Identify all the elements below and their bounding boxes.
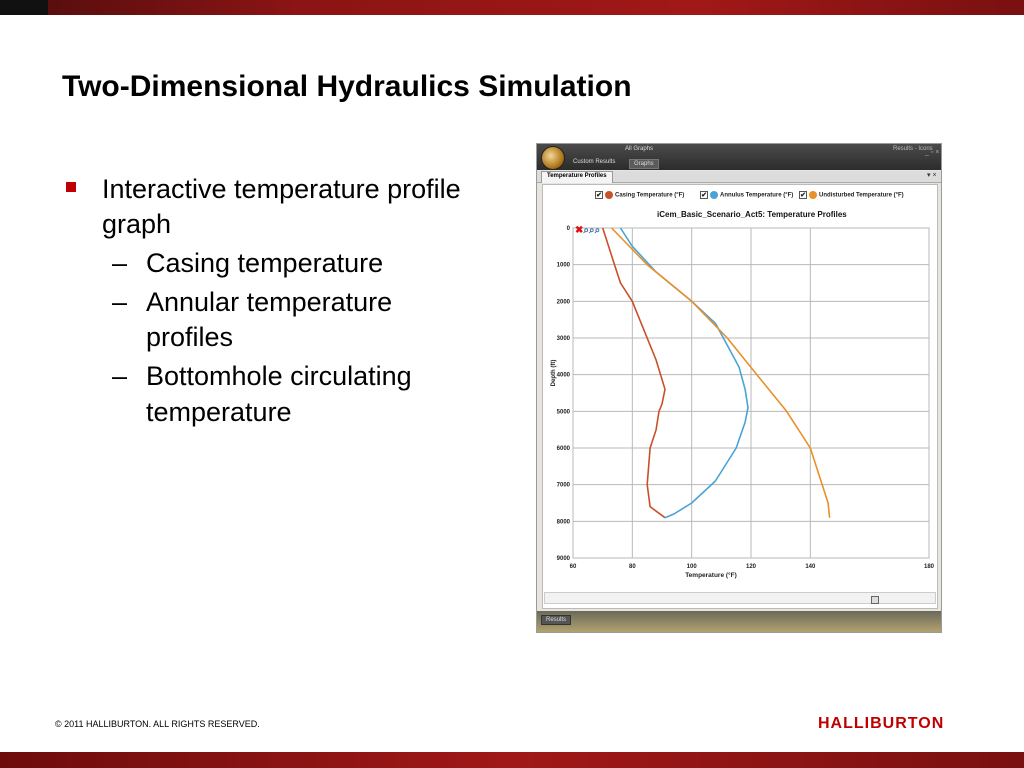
tab-temperature-profiles[interactable]: Temperature Profiles	[541, 171, 613, 183]
halliburton-logo: HALLIBURTON	[818, 715, 945, 732]
tab-graphs[interactable]: Graphs	[629, 159, 659, 169]
top-band	[0, 0, 1024, 15]
app-footer	[537, 611, 942, 633]
checkbox-annulus[interactable]: ✔	[701, 192, 707, 199]
bullet-list	[62, 172, 482, 434]
x-tick-label: 100	[686, 564, 697, 570]
sub-bullet-item	[62, 359, 482, 429]
chart-toolbar	[575, 225, 600, 236]
app-screenshot	[536, 143, 942, 633]
panel-close-icon[interactable]: ▾ ×	[927, 172, 937, 179]
y-tick-label: 1000	[556, 262, 570, 269]
tab-all-graphs[interactable]: All Graphs	[625, 146, 654, 152]
top-band-cap	[0, 0, 48, 15]
slide-title: Two-Dimensional Hydraulics Simulation	[62, 70, 632, 103]
y-tick-label: 0	[566, 226, 570, 232]
sub-bullet-text: Casing temperature	[146, 248, 384, 279]
y-tick-label: 8000	[556, 519, 570, 526]
ribbon-status-text: Results - Icons	[893, 146, 933, 152]
bottom-band	[0, 752, 1024, 768]
y-tick-label: 4000	[556, 372, 570, 379]
tab-results[interactable]: Results	[541, 615, 571, 625]
y-axis-label: Depth (ft)	[551, 359, 557, 387]
y-tick-label: 2000	[556, 299, 570, 306]
temperature-chart	[537, 144, 942, 592]
x-tick-label: 60	[569, 564, 577, 570]
dash-marker: –	[112, 361, 128, 392]
y-tick-label: 6000	[556, 446, 570, 452]
checkbox-undisturbed[interactable]: ✔	[800, 192, 806, 199]
copyright-text: © 2011 HALLIBURTON. ALL RIGHTS RESERVED.	[55, 719, 260, 729]
checkbox-casing[interactable]: ✔	[596, 192, 602, 199]
y-tick-label: 3000	[556, 336, 570, 342]
legend-label: Undisturbed Temperature (°F)	[819, 192, 904, 199]
sub-bullet-text: Annular temperature profiles	[146, 287, 393, 353]
y-tick-label: 7000	[556, 482, 570, 489]
x-axis-label: Temperature (°F)	[685, 572, 737, 579]
y-tick-label: 9000	[556, 556, 570, 562]
y-tick-label: 5000	[556, 409, 570, 416]
x-tick-label: 140	[805, 564, 816, 570]
legend-label: Annulus Temperature (°F)	[720, 192, 794, 199]
bullet-item	[62, 172, 482, 242]
x-tick-label: 180	[923, 564, 935, 570]
scrollbar-thumb[interactable]	[871, 596, 879, 604]
tab-custom-results[interactable]: Custom Results	[573, 159, 616, 165]
zoom-tools-icon[interactable]: ⌕⌕⌕	[583, 225, 601, 236]
dash-marker: –	[112, 248, 128, 279]
bullet-marker-icon	[66, 182, 76, 192]
legend-label: Casing Temperature (°F)	[615, 192, 685, 199]
x-tick-label: 80	[628, 564, 636, 570]
dash-marker: –	[112, 287, 128, 318]
sub-bullet-item	[62, 285, 482, 355]
window-controls[interactable]: _ ▫ ×	[925, 149, 940, 156]
chart-title: iCem_Basic_Scenario_Act5: Temperature Profiles	[657, 210, 847, 219]
sub-bullet-item	[62, 246, 482, 281]
sub-bullet-text: Bottomhole circulating temperature	[146, 361, 412, 427]
x-tick-label: 120	[745, 564, 757, 570]
bullet-text: Interactive temperature profile graph	[102, 174, 461, 240]
close-icon[interactable]: ✖	[575, 225, 584, 236]
